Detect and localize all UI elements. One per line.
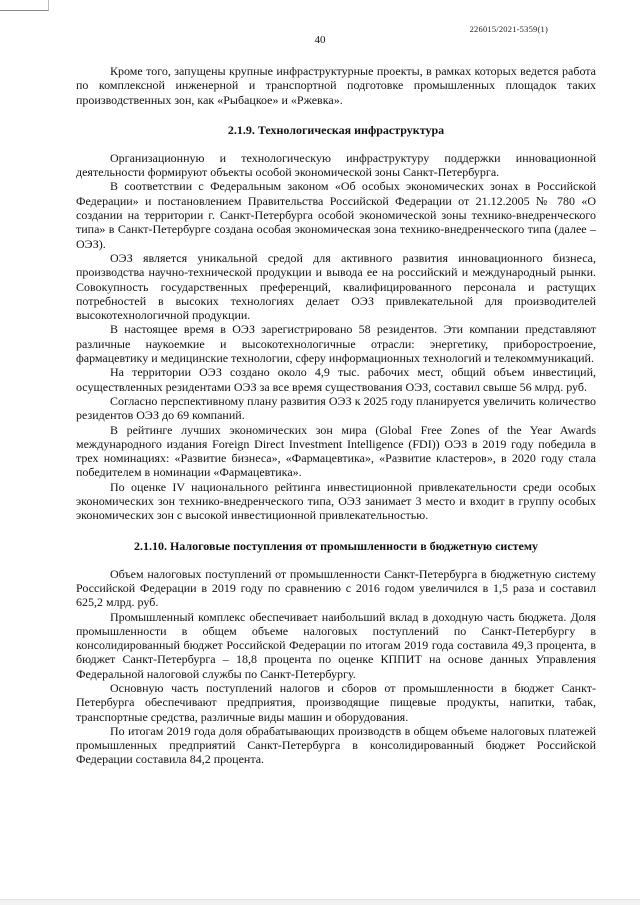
paragraph: В рейтинге лучших экономических зон мира (Global Free Zones of the Year Awards международного издания Foreign Direct Investment Intelligence (FDI)) ОЭЗ в 2019 году победила в трех номинациях: «Развитие бизнеса», «Фармацевтика», «Развитие кластеров», в 2020 году стала победителем в номинации «Фармацевтика». [76, 422, 596, 480]
paragraph: Объем налоговых поступлений от промышленности Санкт-Петербурга в бюджетную систему Российской Федерации в 2019 году по сравнению с 2016 годом увеличился в 1,5 раза и составил 625,2 млрд. руб. [76, 566, 596, 610]
section-heading-2-1-10: 2.1.10. Налоговые поступления от промышленности в бюджетную систему [133, 538, 539, 553]
paragraph: В соответствии с Федеральным законом «Об особых экономических зонах в Российской Федерации» и постановлением Правительства Российской Федерации от 21.12.2005 № 780 «О создании на территории г. Санкт-Петербурга особой экономической зоны технико-внедренческого типа» в Санкт-Петербурге создана особая экономическая зона технико-внедренческого типа (далее – ОЭЗ). [76, 179, 596, 251]
scan-edge-mark [0, 0, 49, 11]
paragraph: По итогам 2019 года доля обрабатывающих производств в общем объеме налоговых платежей промышленных предприятий Санкт-Петербурга в консолидированный бюджет Российской Федерации составила 84,2 процента. [76, 723, 596, 767]
paragraph: ОЭЗ является уникальной средой для активного развития инновационного бизнеса, производства научно-технической продукции и вывода ее на российский и международный рынки. Совокупность государственных преференций, квалифицированного персонала и растущих потребностей в высоких технологиях делает ОЭЗ привлекательной для производителей высокотехнологичной продукции. [76, 250, 596, 323]
section-2-1-10-body [76, 567, 596, 767]
paragraph: Промышленный комплекс обеспечивает наибольший вклад в доходную часть бюджета. Доля промышленности в общем объеме налоговых поступлений по Санкт-Петербургу в консолидированный бюджет Российской Федерации по итогам 2019 года составила 49,3 процента, в бюджет Санкт-Петербурга – 18,8 процента по оценке КППИТ на основе данных Управления Федеральной налоговой службы по Санкт-Петербургу. [76, 609, 596, 681]
paragraph: Основную часть поступлений налогов и сборов от промышленности в бюджет Санкт-Петербурга обеспечивают предприятия, производящие пищевые продукты, напитки, табак, транспортные средства, различные виды машин и оборудования. [76, 680, 596, 724]
paragraph: Согласно перспективному плану развития ОЭЗ к 2025 году планируется увеличить количество резидентов ОЭЗ до 69 компаний. [76, 393, 596, 423]
paragraph: В настоящее время в ОЭЗ зарегистрировано 58 резидентов. Эти компании представляют различные наукоемкие и высокотехнологичные отрасли: энергетику, приборостроение, фармацевтику и медицинские технологии, сферу информационных технологий и телекоммуникаций. [76, 322, 596, 366]
section-2-1-9-body [76, 151, 596, 523]
page-content [76, 64, 596, 767]
page-number: 40 [314, 34, 326, 46]
document-id: 226015/2021-5359(1) [469, 24, 548, 34]
paragraph: По оценке IV национального рейтинга инвестиционной привлекательности среди особых экономических зон технико-внедренческого типа, ОЭЗ занимает 3 место и входит в группу особых экономических зон с высокой инвестиционной привлекательностью. [76, 479, 596, 523]
scan-bottom-edge [0, 899, 640, 905]
section-heading-2-1-9: 2.1.9. Технологическая инфраструктура [227, 122, 445, 137]
paragraph: Организационную и технологическую инфраструктуру поддержки инновационной деятельности формируют объекты особой экономической зоны Санкт-Петербурга. [76, 150, 596, 180]
intro-paragraph: Кроме того, запущены крупные инфраструктурные проекты, в рамках которых ведется работа по комплексной инженерной и транспортной подготовке промышленных площадок таких производственных зон, как «Рыбацкое» и «Ржевка». [76, 64, 596, 107]
paragraph: На территории ОЭЗ создано около 4,9 тыс. рабочих мест, общий объем инвестиций, осуществленных резидентами ОЭЗ за все время существования ОЭЗ, составил свыше 56 млрд. руб. [76, 365, 596, 394]
